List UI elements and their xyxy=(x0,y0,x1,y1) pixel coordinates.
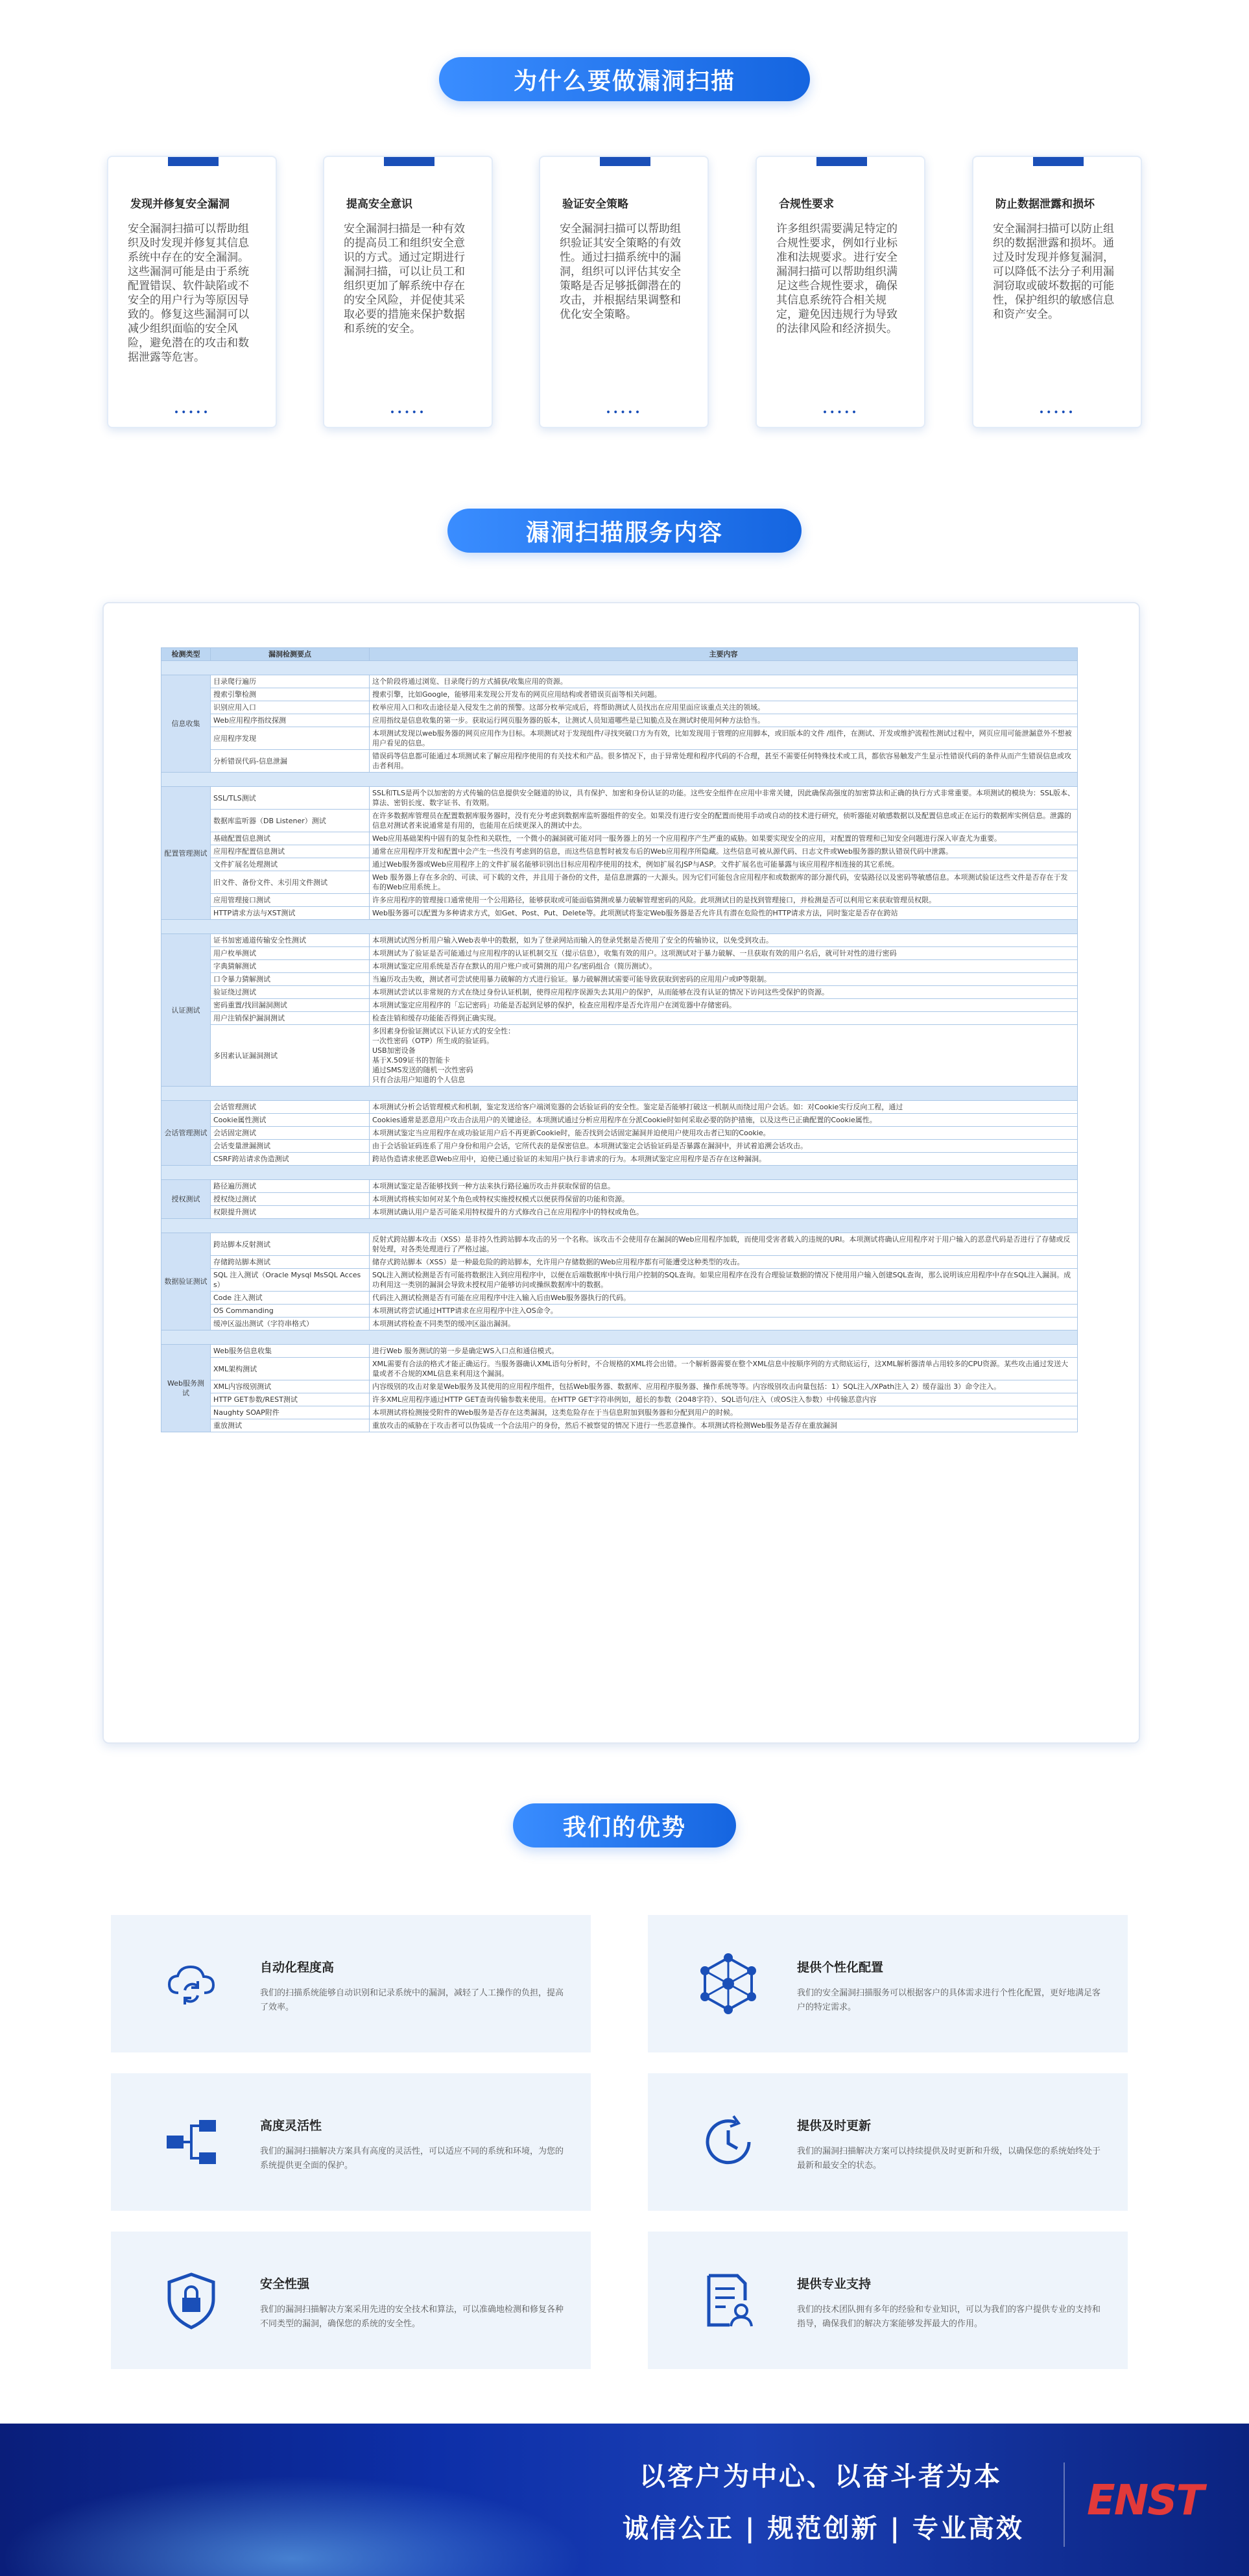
content-cell: 进行Web 服务测试的第一步是确定WS入口点和通信模式。 xyxy=(370,1345,1078,1358)
check-point-cell: CSRF跨站请求伪造测试 xyxy=(211,1153,370,1166)
card-accent-bar xyxy=(168,157,219,166)
content-cell: 当遍历攻击失败，测试者可尝试使用暴力破解的方式进行验证。暴力破解测试需要可能导致获取到密码的应用用户或IP等限制。 xyxy=(370,973,1078,986)
check-point-cell: 授权绕过测试 xyxy=(211,1193,370,1206)
content-cell: 在许多数据库管理员在配置数据库服务器时，没有充分考虑到数据库监听器组件的安全。如果没有进行安全的配置而使用手动或自动的技术进行研究，侦听器能对敏感数据以及配置信息或正在运行的数据库实例信息。泄露的信息对测试者来说通常是有用的，也能用在后续更深入的测试中去。 xyxy=(370,810,1078,832)
col-header-points: 漏洞检测要点 xyxy=(211,648,370,661)
content-cell: 许多XML应用程序通过HTTP GET查询传输参数来使用。在HTTP GET字符串例如，超长的参数（2048字符）、SQL语句/注入（或OS注入参数）中传输恶意内容 xyxy=(370,1393,1078,1406)
network-icon xyxy=(697,1953,759,2015)
table-row xyxy=(161,1345,1078,1358)
table-row xyxy=(161,1153,1078,1166)
check-point-cell: 用户枚举测试 xyxy=(211,947,370,960)
content-cell: 本项测试将检测接受附件的Web服务是否存在这类漏洞，这类危险存在于当信息附加到服务器和分配到用户的时候。 xyxy=(370,1406,1078,1419)
services-section-title: 漏洞扫描服务内容 xyxy=(447,509,802,553)
advantage-card xyxy=(648,1915,1128,2052)
check-point-cell: Code 注入测试 xyxy=(211,1292,370,1305)
table-row xyxy=(161,1180,1078,1193)
table-row xyxy=(161,810,1078,832)
advantages-section-title: 我们的优势 xyxy=(513,1803,736,1848)
category-cell: 认证测试 xyxy=(161,934,211,1087)
why-card xyxy=(323,156,493,428)
check-point-cell: 多因素认证漏洞测试 xyxy=(211,1025,370,1087)
why-card xyxy=(755,156,925,428)
check-point-cell: 旧文件、备份文件、未引用文件测试 xyxy=(211,871,370,894)
check-point-cell: 权限提升测试 xyxy=(211,1206,370,1219)
footer-divider xyxy=(1064,2462,1065,2547)
content-cell: 错误码等信息都可能通过本项测试来了解应用程序使用的有关技术和产品。很多情况下，由于异常处理和程序代码的不合理，甚至不需要任何特殊技术或工具，都依容易触发产生显示性错误代码的条件从而产生错误信息或攻击者利用。 xyxy=(370,750,1078,773)
check-point-cell: 会话管理测试 xyxy=(211,1101,370,1114)
advantage-text: 我们的扫描系统能够自动识别和记录系统中的漏洞，减轻了人工操作的负担，提高了效率。 xyxy=(260,1988,564,2012)
table-row xyxy=(161,858,1078,871)
content-cell: 本项测试确认用户是否可能采用特权提升的方式修改自己在应用程序中的特权或角色。 xyxy=(370,1206,1078,1219)
advantage-title: 自动化程度高 xyxy=(260,1960,335,1975)
category-cell: 数据验证测试 xyxy=(161,1233,211,1330)
advantage-text: 我们的技术团队拥有多年的经验和专业知识，可以为我们的客户提供专业的支持和指导，确保我们的解决方案能够发挥最大的作用。 xyxy=(797,2305,1101,2329)
check-point-cell: 重放测试 xyxy=(211,1419,370,1432)
table-row xyxy=(161,1269,1078,1292)
card-accent-bar xyxy=(600,157,650,166)
table-group-spacer xyxy=(161,1330,1078,1345)
cloud-sync-icon xyxy=(160,1953,222,2015)
content-cell: 本项测试发现以web服务器的网页应用作为目标。本项测试对于发现组件/寻找突破口方为有效，比如发现用于管理的应用脚本，或旧版本的文件 /组件，在测试、开发或维护流程性测试过程中，网页应用可能泄漏意外不想被用户看见的信息。 xyxy=(370,727,1078,750)
footer-slogan-1: 以客户为中心、以奋斗者为本 xyxy=(639,2462,1002,2492)
services-table-panel xyxy=(102,602,1140,1744)
advantage-text: 我们的漏洞扫描解决方案采用先进的安全技术和算法，可以准确地检测和修复各种不同类型的漏洞，确保您的系统的安全性。 xyxy=(260,2305,564,2329)
content-cell: 内容级别的攻击对象是Web服务及其使用的应用程序组件，包括Web服务器、数据库、应用程序服务器、操作系统等等。内容级别攻击向量包括：1）SQL注入/XPath注入 2）缓存溢出 3）命令注入。 xyxy=(370,1380,1078,1393)
table-row xyxy=(161,787,1078,810)
advantage-card xyxy=(111,2232,591,2369)
advantage-title: 提供专业支持 xyxy=(797,2277,872,2291)
table-row xyxy=(161,1406,1078,1419)
table-row xyxy=(161,1318,1078,1330)
content-cell: 检查注销和缓存功能能否得到正确实现。 xyxy=(370,1012,1078,1025)
check-point-cell: Web服务信息收集 xyxy=(211,1345,370,1358)
table-group-spacer xyxy=(161,1166,1078,1180)
col-header-type: 检测类型 xyxy=(161,648,211,661)
content-cell: 这个阶段将通过浏览、目录爬行的方式捕获/收集应用的资源。 xyxy=(370,675,1078,688)
table-row xyxy=(161,1140,1078,1153)
col-header-content: 主要内容 xyxy=(370,648,1078,661)
content-cell: SQL注入测试检测是否有可能将数据注入到应用程序中，以便在后端数据库中执行用户控制的SQL查询。如果应用程序在没有合理验证数据的情况下使用用户输入创建SQL查询，那么说明该应用程序中存在SQL注入漏洞。成功利用这一类别的漏洞会导致未授权用户能够访问或操纵数据库中的数据。 xyxy=(370,1269,1078,1292)
check-point-cell: 存储跨站脚本测试 xyxy=(211,1256,370,1269)
table-row xyxy=(161,1380,1078,1393)
advantage-card xyxy=(648,2232,1128,2369)
table-row xyxy=(161,934,1078,947)
table-group-spacer xyxy=(161,1087,1078,1101)
category-cell: 信息收集 xyxy=(161,675,211,773)
check-point-cell: 会话变量泄漏测试 xyxy=(211,1140,370,1153)
table-row xyxy=(161,1193,1078,1206)
company-logo: ENST xyxy=(1087,2477,1204,2525)
why-card-title: 合规性要求 xyxy=(779,198,834,211)
table-row xyxy=(161,1233,1078,1256)
why-card-title: 提高安全意识 xyxy=(346,198,412,211)
table-row xyxy=(161,1256,1078,1269)
check-point-cell: 目录爬行遍历 xyxy=(211,675,370,688)
why-card-text: 许多组织需要满足特定的合规性要求，例如行业标准和法规要求。进行安全漏洞扫描可以帮助组织满足这些合规性要求，确保其信息系统符合相关规定，避免因违规行为导致的法律风险和经济损失。 xyxy=(776,223,898,335)
check-point-cell: 口令暴力猜解测试 xyxy=(211,973,370,986)
check-point-cell: 路径遍历测试 xyxy=(211,1180,370,1193)
card-dots: ••••• xyxy=(389,407,427,418)
content-cell: 本项测试分析会话管理模式和机制，鉴定发送给客户端浏览器的会话验证码的安全性。鉴定是否能够打破这一机制从而绕过用户会话。如：对Cookie实行反向工程，通过 xyxy=(370,1101,1078,1114)
content-cell: 由于会话验证码连系了用户身份和用户会话，它所代表的是保密信息。本项测试鉴定会话验证码是否暴露在漏洞中，并试着追溯会话攻击。 xyxy=(370,1140,1078,1153)
check-point-cell: 验证绕过测试 xyxy=(211,986,370,999)
advantage-title: 提供及时更新 xyxy=(797,2119,872,2133)
table-group-spacer xyxy=(161,661,1078,675)
card-dots: ••••• xyxy=(822,407,859,418)
table-row xyxy=(161,750,1078,773)
check-point-cell: 识别应用入口 xyxy=(211,701,370,714)
advantage-text: 我们的安全漏洞扫描服务可以根据客户的具体需求进行个性化配置，更好地满足客户的特定需求。 xyxy=(797,1988,1101,2012)
content-cell: 本项测试鉴定应用系统是否存在默认的用户账户或可猜测的用户名/密码组合（简历测试）。 xyxy=(370,960,1078,973)
flow-icon xyxy=(160,2111,222,2173)
advantage-title: 高度灵活性 xyxy=(260,2119,322,2133)
check-point-cell: 应用程序配置信息测试 xyxy=(211,845,370,858)
content-cell: 重放攻击的威胁在于攻击者可以伪装成一个合法用户的身份，然后不被察觉的情况下进行一些恶意操作。本项测试将检测Web服务是否存在重放漏洞 xyxy=(370,1419,1078,1432)
table-row xyxy=(161,907,1078,920)
table-row xyxy=(161,832,1078,845)
check-point-cell: XML内容级别测试 xyxy=(211,1380,370,1393)
why-card-text: 安全漏洞扫描可以防止组织的数据泄露和损坏。通过及时发现并修复漏洞，可以降低不法分子利用漏洞窃取或破坏数据的可能性，保护组织的敏感信息和资产安全。 xyxy=(993,223,1114,321)
table-row xyxy=(161,1101,1078,1114)
footer-banner xyxy=(0,2424,1249,2576)
check-point-cell: HTTP请求方法与XST测试 xyxy=(211,907,370,920)
table-row xyxy=(161,701,1078,714)
footer-slogan-2: 诚信公正 | 规范创新 | 专业高效 xyxy=(623,2514,1024,2544)
advantage-text: 我们的漏洞扫描解决方案可以持续提供及时更新和升级，以确保您的系统始终处于最新和最安全的状态。 xyxy=(797,2147,1101,2171)
table-row xyxy=(161,960,1078,973)
content-cell: 代码注入测试检测是否有可能在应用程序中注入输入后由Web服务器执行的代码。 xyxy=(370,1292,1078,1305)
table-row xyxy=(161,1114,1078,1127)
content-cell: 本项测试试图分析用户输入Web表单中的数据，如为了登录网站而输入的登录凭据是否使用了安全的传输协议，以免受到攻击。 xyxy=(370,934,1078,947)
content-cell: Web服务器可以配置为多种请求方式，如Get、Post、Put、Delete等。此项测试将鉴定Web服务器是否允许具有潜在危险性的HTTP请求方法，同时鉴定是否存在跨站 xyxy=(370,907,1078,920)
check-point-cell: Web应用程序指纹探测 xyxy=(211,714,370,727)
content-cell: 本项测试鉴定应用程序的「忘记密码」功能是否起到足够的保护，检查应用程序是否允许用户在浏览器中存储密码。 xyxy=(370,999,1078,1012)
why-card xyxy=(539,156,709,428)
services-table xyxy=(161,647,1078,1432)
table-row xyxy=(161,1305,1078,1318)
why-card xyxy=(107,156,277,428)
table-row xyxy=(161,688,1078,701)
table-group-spacer xyxy=(161,1219,1078,1233)
table-row xyxy=(161,999,1078,1012)
table-row xyxy=(161,675,1078,688)
card-accent-bar xyxy=(1033,157,1084,166)
card-dots: ••••• xyxy=(173,407,211,418)
content-cell: Cookies通常是恶意用户攻击合法用户的关键途径。本项测试通过分析应用程序在分派Cookie时如何采取必要的防护措施，以及这些已正确配置的Cookie属性。 xyxy=(370,1114,1078,1127)
category-cell: Web服务测试 xyxy=(161,1345,211,1432)
check-point-cell: 字典猜解测试 xyxy=(211,960,370,973)
table-row xyxy=(161,1127,1078,1140)
why-card-text: 安全漏洞扫描是一种有效的提高员工和组织安全意识的方式。通过定期进行漏洞扫描，可以让员工和组织更加了解系统中存在的安全风险，并促使其采取必要的措施来保护数据和系统的安全。 xyxy=(344,223,465,335)
content-cell: 本项测试为了验证是否可能通过与应用程序的认证机制交互（提示信息），收集有效的用户。这项测试对于暴力破解、一旦获取有效的用户名后，就可针对性的进行密码 xyxy=(370,947,1078,960)
check-point-cell: 搜索引擎检测 xyxy=(211,688,370,701)
why-card xyxy=(972,156,1142,428)
content-cell: 枚举应用入口和攻击途径是入侵发生之前的预警。这部分枚举完成后，将帮助测试人员找出在应用里面应该重点关注的领域。 xyxy=(370,701,1078,714)
check-point-cell: 应用管理接口测试 xyxy=(211,894,370,907)
category-cell: 配置管理测试 xyxy=(161,787,211,920)
table-group-spacer xyxy=(161,920,1078,934)
table-row xyxy=(161,1012,1078,1025)
table-row xyxy=(161,1358,1078,1380)
check-point-cell: 会话固定测试 xyxy=(211,1127,370,1140)
check-point-cell: XML架构测试 xyxy=(211,1358,370,1380)
why-card-title: 发现并修复安全漏洞 xyxy=(130,198,230,211)
content-cell: 应用指纹是信息收集的第一步。获取运行网页服务器的版本，让测试人员知道哪些是已知脆点及在测试时使用何种方法恰当。 xyxy=(370,714,1078,727)
category-cell: 授权测试 xyxy=(161,1180,211,1219)
check-point-cell: 缓冲区溢出测试（字符串格式） xyxy=(211,1318,370,1330)
advantage-text: 我们的漏洞扫描解决方案具有高度的灵活性，可以适应不同的系统和环境，为您的系统提供更全面的保护。 xyxy=(260,2147,564,2171)
table-row xyxy=(161,1292,1078,1305)
table-row xyxy=(161,894,1078,907)
clock-icon xyxy=(697,2111,759,2173)
check-point-cell: 应用程序发现 xyxy=(211,727,370,750)
check-point-cell: Naughty SOAP附件 xyxy=(211,1406,370,1419)
why-section-title: 为什么要做漏洞扫描 xyxy=(439,57,810,101)
check-point-cell: SQL 注入测试（Oracle Mysql MsSQL Access） xyxy=(211,1269,370,1292)
content-cell: 反射式跨站脚本攻击（XSS）是非持久性跨站脚本攻击的另一个名称。该攻击不会使用存在漏洞的Web应用程序加载，而使用受害者载入的违规的URI。本项测试将确认应用程序对于用户输入的恶意代码是否进行了存储或反射处理，对各类处理进行了严格过滤。 xyxy=(370,1233,1078,1256)
document-user-icon xyxy=(697,2269,759,2331)
card-accent-bar xyxy=(384,157,434,166)
advantage-card xyxy=(111,1915,591,2052)
content-cell: 本项测试将尝试通过HTTP请求在应用程序中注入OS命令。 xyxy=(370,1305,1078,1318)
check-point-cell: 密码重置/找回漏洞测试 xyxy=(211,999,370,1012)
card-dots: ••••• xyxy=(1038,407,1076,418)
table-row xyxy=(161,973,1078,986)
check-point-cell: 跨站脚本反射测试 xyxy=(211,1233,370,1256)
table-group-spacer xyxy=(161,773,1078,787)
content-cell: 通常在应用程序开发和配置中会产生一些没有考虑到的信息，而这些信息暂时被发布后的Web应用程序所隐藏。这些信息可被从源代码、日志文件或Web服务器的默认错误代码中泄露。 xyxy=(370,845,1078,858)
footer-glow xyxy=(0,2475,584,2576)
why-card-title: 防止数据泄露和损坏 xyxy=(995,198,1095,211)
table-row xyxy=(161,727,1078,750)
content-cell: 多因素身份验证测试以下认证方式的安全性： 一次性密码（OTP）所生成的验证码。 USB加密设备 基于X.509证书的智能卡 通过SMS发送的随机一次性密码 只有合法用户知道的个人信息 xyxy=(370,1025,1078,1087)
table-row xyxy=(161,1206,1078,1219)
why-card-text: 安全漏洞扫描可以帮助组织及时发现并修复其信息系统中存在的安全漏洞。这些漏洞可能是由于系统配置错误、软件缺陷或不安全的用户行为等原因导致的。修复这些漏洞可以减少组织面临的安全风险，避免潜在的攻击和数据泄露等危害。 xyxy=(128,223,249,364)
card-accent-bar xyxy=(816,157,867,166)
check-point-cell: Cookie属性测试 xyxy=(211,1114,370,1127)
check-point-cell: OS Commanding xyxy=(211,1305,370,1318)
category-cell: 会话管理测试 xyxy=(161,1101,211,1166)
table-row xyxy=(161,845,1078,858)
why-cards xyxy=(107,156,1142,428)
content-cell: 本项测试将检查不同类型的缓冲区溢出漏洞。 xyxy=(370,1318,1078,1330)
check-point-cell: 基础配置信息测试 xyxy=(211,832,370,845)
check-point-cell: 证书加密通道传输安全性测试 xyxy=(211,934,370,947)
content-cell: Web应用基础架构中固有的复杂性和关联性，一个微小的漏洞就可能对同一服务器上的另一个应用程序产生严重的威胁。如果要实现安全的应用，对配置的管理和已知安全问题进行深入审查尤为重要。 xyxy=(370,832,1078,845)
check-point-cell: SSL/TLS测试 xyxy=(211,787,370,810)
why-card-title: 验证安全策略 xyxy=(562,198,628,211)
content-cell: 本项测试鉴定当应用程序在成功验证用户后不再更新Cookie时，能否找到会话固定漏洞并迫使用户使用攻击者已知的Cookie。 xyxy=(370,1127,1078,1140)
table-row xyxy=(161,947,1078,960)
advantage-card xyxy=(111,2073,591,2211)
check-point-cell: HTTP GET参数/REST测试 xyxy=(211,1393,370,1406)
content-cell: SSL和TLS是两个以加密的方式传输的信息提供安全隧道的协议，具有保护、加密和身份认证的功能。这些安全组件在应用中非常关键，因此确保高强度的加密算法和正确的执行方式非常重要。本项测试的模块为：SSL版本、算法、密钥长度、数字证书、有效期。 xyxy=(370,787,1078,810)
check-point-cell: 用户注销保护漏洞测试 xyxy=(211,1012,370,1025)
content-cell: 跨站伪造请求使恶意Web应用中，迫使已通过验证的未知用户执行非请求的行为。本项测试鉴定应用程序是否存在这种漏洞。 xyxy=(370,1153,1078,1166)
shield-lock-icon xyxy=(160,2269,222,2331)
advantage-title: 安全性强 xyxy=(260,2277,310,2291)
advantage-card xyxy=(648,2073,1128,2211)
card-dots: ••••• xyxy=(605,407,643,418)
check-point-cell: 分析错误代码-信息泄漏 xyxy=(211,750,370,773)
advantage-title: 提供个性化配置 xyxy=(797,1960,884,1975)
content-cell: 许多应用程序的管理接口通常使用一个公用路径，能够获取或可能面临猜测或暴力破解管理密码的风险。此项测试目的是找到管理接口，并检测是否可以利用它来获取管理员权限。 xyxy=(370,894,1078,907)
content-cell: 本项测试将核实如何对某个角色或特权实施授权模式以便获得保留的功能和资源。 xyxy=(370,1193,1078,1206)
table-row xyxy=(161,714,1078,727)
check-point-cell: 文件扩展名处理测试 xyxy=(211,858,370,871)
table-row xyxy=(161,986,1078,999)
check-point-cell: 数据库监听器（DB Listener）测试 xyxy=(211,810,370,832)
table-row xyxy=(161,1419,1078,1432)
table-row xyxy=(161,1393,1078,1406)
content-cell: 本项测试尝试以非常规的方式在绕过身份认证机制，使得应用程序误源失去其用户的保护，从而能够在没有认证的情况下访问这些受保护的资源。 xyxy=(370,986,1078,999)
content-cell: Web 服务器上存在多余的、可读、可下载的文件，并且用于备份的文件，是信息泄露的一大源头。因为它们可能包含应用程序和或数据库的部分源代码，安装路径以及密码等敏感信息。本项测试验证这些文件是否存在于发布的Web应用系统上。 xyxy=(370,871,1078,894)
why-card-text: 安全漏洞扫描可以帮助组织验证其安全策略的有效性。通过扫描系统中的漏洞，组织可以评估其安全策略是否足够抵御潜在的攻击，并根据结果调整和优化安全策略。 xyxy=(560,223,681,321)
content-cell: 通过Web服务器或Web应用程序上的文件扩展名能够识别出目标应用程序使用的技术，例如扩展名JSP与ASP。文件扩展名也可能暴露与该应用程序相连接的其它系统。 xyxy=(370,858,1078,871)
content-cell: XML需要有合法的格式才能正确运行。当服务器确认XML语句分析时，不合规格的XML将会出错。一个解析器需要在整个XML信息中按顺序列的方式彻底运行，这XML解析器清单占用较多的CPU资源。某些攻击通过发送大量或者不合规的XML信息来利用这个漏洞。 xyxy=(370,1358,1078,1380)
content-cell: 搜索引擎，比如Google，能够用来发现公开发布的网页应用结构或者错误页面等相关问题。 xyxy=(370,688,1078,701)
content-cell: 本项测试鉴定是否能够找到一种方法来执行路径遍历攻击并获取保留的信息。 xyxy=(370,1180,1078,1193)
table-row xyxy=(161,871,1078,894)
content-cell: 储存式跨站脚本（XSS）是一种最危险的跨站脚本，允许用户存储数据的Web应用程序都有可能遭受这种类型的攻击。 xyxy=(370,1256,1078,1269)
table-row xyxy=(161,1025,1078,1087)
